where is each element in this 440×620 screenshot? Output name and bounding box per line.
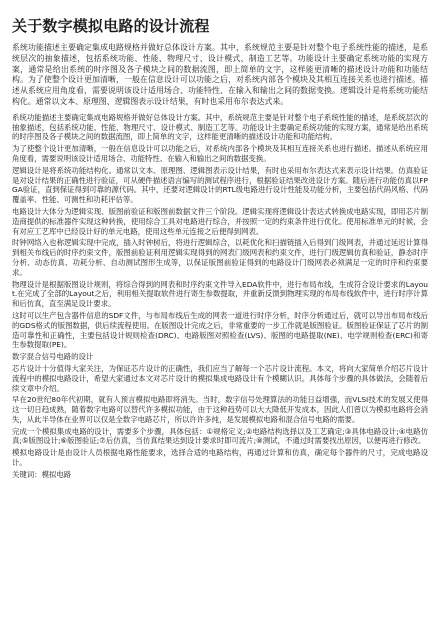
paragraph-8: 这时可以生产包含器件信息的SDF文件，与布局布线后生成的网表一道进行时序分析，时序分析通过后，就可以导出布局布线后的GDS格式的版图数据，供后续流程使用。在版图设计完成之后，非常重要的一步工作就是版图验证。版图验证保证了芯片的制造可靠性和正确性，主要包括设计规则检查(DRC)、电路版图对照检查(LVS)、版图的电路提取(NE)、电学规则检查(ERC)和寄生参数提取(PE)。 xyxy=(12,310,428,350)
paragraph-11: 完成一个模拟集成电路的设计，需要多个步骤，具体包括：①规格定义;②电路结构选择以及工艺确定;③具体电路设计;④电路仿真;⑤版图设计;⑥版图验证;⑦后仿真，当仿真结果达到设计要求时即可流片;⑧测试，不通过时需要找出原因，以便再进行修改。 xyxy=(12,426,428,446)
paragraph-6: 时钟网络入也称逻辑实现中完成，插入时钟树后，将进行逻辑综合，以耗优化和扫描链插入后得到门级网表，并通过延迟计算得到相关布线后的时序约束文件，版图前验证利用逻辑实现得到的网表门级网表和约束文件，进行门级逻辑仿真和验证，静态时序分析、动态仿真、功耗分析、自动测试图形生成等，以保证版图前验证得到的电路设计门级网表必须满足一定的时序和约束要求。 xyxy=(12,238,428,277)
paragraph-10: 早在20世纪80年代初期，就有人预言模拟电路即将消失。当时，数字信号处理算法的功能日益增强，而VLSI技术的发展又使得这一切日趋成熟，随着数字电路可以替代许多模拟功能，由于这种趋势可以大大降低开发成本，因此人们曾以为模拟电路将会消失，从此半导体在业界可以仅是全数字电路芯片，所以许许多纯，是发展模拟电路和混合信号电路的需要。 xyxy=(12,395,428,424)
keywords-line: 关键词：模拟电路 xyxy=(12,469,72,479)
section-heading: 数字混合信号电路的设计 xyxy=(12,352,94,362)
paragraph-4: 逻辑设计是将系统功能结构化。通常以文本、原理图、逻辑图表示设计结果，有时也采用布尔表达式来表示设计结果。仿真验证是对设计结果的正确性进行验证，可从硬件描述语言编写的测试程序进行，根据验证结果改进设计方案。随后进行功能仿真以FPGA验证，直到保证得到可靠的源代码。其中，还要对逻辑设计的RTL级电路进行设计性能及功能分析，主要包括代码风格、代码覆盖率、性能、可测性和功耗评估等。 xyxy=(12,165,428,205)
paragraph-7: 物理设计是根据版图设计规则，将综合得到的网表和时序约束文件导入EDA软件中，进行布局布线，生成符合设计要求的Layout.在完成了全部的Layout之后，利用相关提取软件进行寄生参数提取，并重新反馈到物理实现的布局布线软件中，进行时序计算和后仿真，直至满足设计要求。 xyxy=(12,279,428,309)
page-title: 关于数字模拟电路的设计流程 xyxy=(12,17,210,35)
paragraph-9: 芯片设计十分值得大家关注，为保证芯片设计的正确性，我们应当了解每一个芯片设计流程。本文，将向大家简单介绍芯片设计流程中的模拟电路设计，希望大家通过本文对芯片设计的模拟集成电路设计有个模糊认识。具体每个步骤的具体做法，会随着后续文章中介绍。 xyxy=(12,363,428,393)
paragraph-2: 系统功能描述主要确定集成电路规格并做好总体设计方案。其中，系统规范主要是针对整个电子系统性能的描述，是系统层次的抽象描述，包括系统功能、性能、物理尺寸、设计模式、制造工艺等。功能设计主要确定系统功能的实现方案，通常是给出系统的时序图及各子模块之间的数据流图，即上简单的文字，这样能更清晰的描述设计功能和功能结构。 xyxy=(12,112,428,142)
paragraph-5: 电路设计大体分为逻辑实现、版图前验证和版图前数据文件三个阶段。逻辑实现将逻辑设计表达式转换成电路实现，即用芯片制造商提供的标准器件实现这种转换，使用综合工具对电路进行综合，并按照一定的约束条件进行优化。使用标准单元的时候，会有对应工艺库中已经设计好的单元电路，使用这些单元连接之后便得到网表。 xyxy=(12,206,428,236)
paragraph-12: 模拟电路设计是由设计人员根据电路性能要求，选择合适的电路结构，再通过计算和仿真，确定每个器件的尺寸，完成电路设计。 xyxy=(12,448,428,468)
paragraph-1: 系统功能描述主要确定集成电路规格并做好总体设计方案。其中，系统规范主要是针对整个电子系统性能的描述，是系统层次的抽象描述，包括系统功能、性能、物理尺寸、设计模式、制造工艺等。功能设计主要确定系统功能的实现方案，通常是给出系统的时序图及各子模块之间的数据流图，即上简单的文字，这样能更清晰的描述设计功能和功能结构。为了使整个设计更加清晰，一般在信息设计可以功能之后，对系统内部各个模块及其相互连接关系也进行描述。描述从系统应用角度看，需要说明该设计适用场合、功能特性、在输入和输出之间的数据变换。逻辑设计是将系统功能结构化。通常以文本、原理图、逻辑图表示设计结果，有时也采用布尔表达式来。 xyxy=(12,43,428,106)
paragraph-3: 为了使整个设计更加清晰，一般在信息设计可以功能之后，对系统内部各个模块及其相互连接关系也进行描述。描述从系统应用角度看，需要说明该设计适用场合、功能特性、在输入和输出之间的数据变换。 xyxy=(12,144,428,163)
